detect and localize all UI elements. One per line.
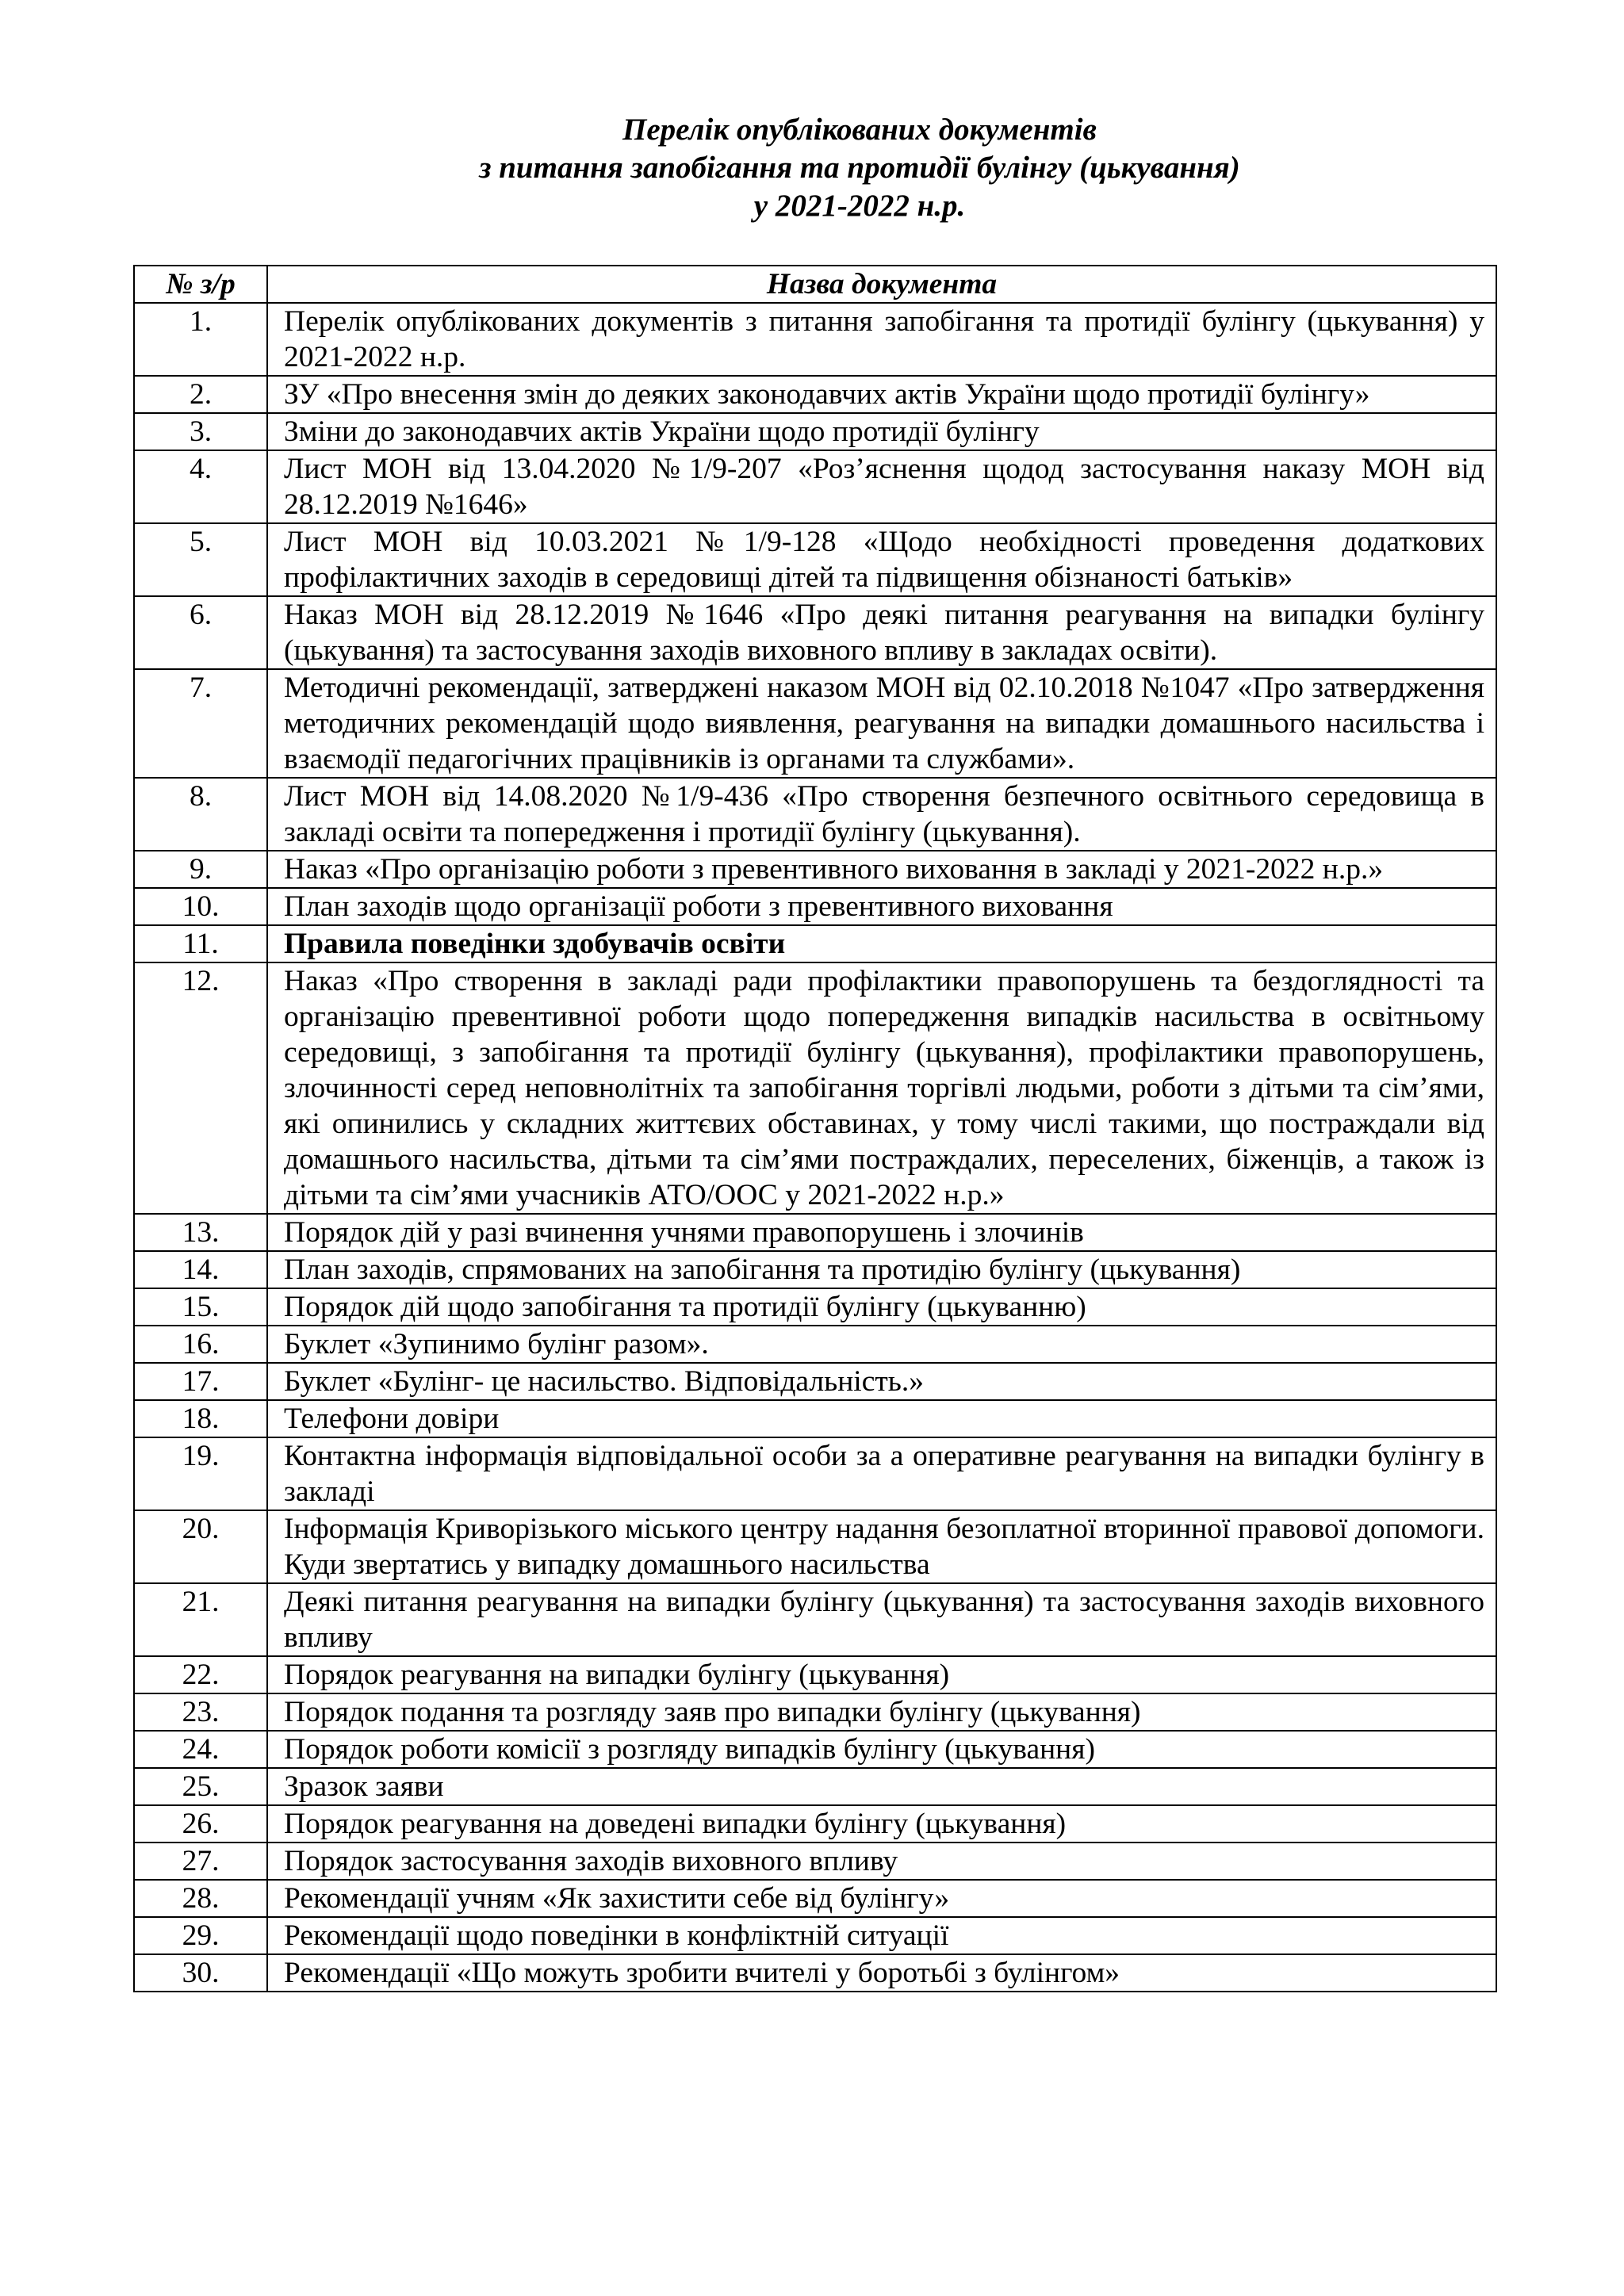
row-number: 10. <box>134 888 267 925</box>
row-title: Лист МОН від 10.03.2021 №1/9-128 «Щодо необхідності проведення додаткових профілактичних заходів в середовищі дітей та підвищення обізнаності батьків» <box>267 523 1496 596</box>
header-number: № з/р <box>134 266 267 303</box>
row-title: Наказ «Про організацію роботи з превентивного виховання в закладі у 2021-2022 н.р.» <box>267 851 1496 888</box>
row-number: 18. <box>134 1400 267 1437</box>
row-number: 19. <box>134 1437 267 1510</box>
heading-line-3: у 2021-2022 н.р. <box>753 189 966 223</box>
table-row <box>134 1768 1496 1805</box>
table-row <box>134 1880 1496 1917</box>
table-row <box>134 1400 1496 1437</box>
row-title: Рекомендації «Що можуть зробити вчителі у боротьбі з булінгом» <box>267 1954 1496 1992</box>
table-row <box>134 1437 1496 1510</box>
table-row <box>134 1805 1496 1843</box>
table-row <box>134 376 1496 413</box>
table-row <box>134 669 1496 778</box>
table-row <box>134 1843 1496 1880</box>
row-number: 27. <box>134 1843 267 1880</box>
row-number: 7. <box>134 669 267 778</box>
row-number: 6. <box>134 596 267 669</box>
row-title: Лист МОН від 13.04.2020 №1/9-207 «Роз’яснення щодод застосування наказу МОН від 28.12.2019 №1646» <box>267 450 1496 523</box>
table-row <box>134 1693 1496 1731</box>
row-title: Буклет «Булінг- це насильство. Відповідальність.» <box>267 1363 1496 1400</box>
table-row <box>134 888 1496 925</box>
table-row <box>134 778 1496 851</box>
table-row <box>134 303 1496 376</box>
table-row <box>134 450 1496 523</box>
row-number: 8. <box>134 778 267 851</box>
documents-table <box>133 265 1497 1992</box>
table-row <box>134 413 1496 450</box>
row-number: 3. <box>134 413 267 450</box>
row-title: План заходів щодо організації роботи з превентивного виховання <box>267 888 1496 925</box>
table-row <box>134 1363 1496 1400</box>
table-header-row <box>134 266 1496 303</box>
table-row <box>134 1214 1496 1251</box>
row-title: Правила поведінки здобувачів освіти <box>267 925 1496 962</box>
table-row <box>134 1583 1496 1656</box>
row-number: 16. <box>134 1326 267 1363</box>
table-row <box>134 1731 1496 1768</box>
row-number: 28. <box>134 1880 267 1917</box>
row-title: Зразок заяви <box>267 1768 1496 1805</box>
table-row <box>134 962 1496 1214</box>
row-title: Зміни до законодавчих актів України щодо протидії булінгу <box>267 413 1496 450</box>
row-number: 13. <box>134 1214 267 1251</box>
row-number: 20. <box>134 1510 267 1583</box>
row-number: 4. <box>134 450 267 523</box>
row-number: 14. <box>134 1251 267 1288</box>
row-title: Лист МОН від 14.08.2020 №1/9-436 «Про створення безпечного освітнього середовища в закладі освіти та попередження і протидії булінгу (цькування). <box>267 778 1496 851</box>
table-row <box>134 1251 1496 1288</box>
row-title: Порядок дій у разі вчинення учнями правопорушень і злочинів <box>267 1214 1496 1251</box>
table-row <box>134 1954 1496 1992</box>
row-title: Порядок застосування заходів виховного впливу <box>267 1843 1496 1880</box>
row-number: 15. <box>134 1288 267 1326</box>
header-title: Назва документа <box>267 266 1496 303</box>
row-number: 26. <box>134 1805 267 1843</box>
row-title: Порядок реагування на доведені випадки булінгу (цькування) <box>267 1805 1496 1843</box>
row-number: 30. <box>134 1954 267 1992</box>
row-title: Рекомендації щодо поведінки в конфліктній ситуації <box>267 1917 1496 1954</box>
row-title: Порядок реагування на випадки булінгу (цькування) <box>267 1656 1496 1693</box>
row-number: 2. <box>134 376 267 413</box>
row-number: 9. <box>134 851 267 888</box>
row-title: Контактна інформація відповідальної особи за а оперативне реагування на випадки булінгу в закладі <box>267 1437 1496 1510</box>
row-number: 22. <box>134 1656 267 1693</box>
table-row <box>134 523 1496 596</box>
row-title: Порядок подання та розгляду заяв про випадки булінгу (цькування) <box>267 1693 1496 1731</box>
row-title: Рекомендації учням «Як захистити себе від булінгу» <box>267 1880 1496 1917</box>
row-title: Буклет «Зупинимо булінг разом». <box>267 1326 1496 1363</box>
row-number: 23. <box>134 1693 267 1731</box>
row-number: 25. <box>134 1768 267 1805</box>
table-row <box>134 1326 1496 1363</box>
row-title: Наказ «Про створення в закладі ради профілактики правопорушень та бездоглядності та організацію превентивної роботи щодо попередження випадків насильства в освітньому середовищі, з запобігання та протидії булінгу (цькування), профілактики правопорушень, злочинності серед неповнолітніх та запобігання торгівлі людьми, роботи з дітьми та сім’ями, які опинились у складних життєвих обставинах, у тому числі такими, що постраждали від домашнього насильства, дітьми та сім’ями постраждалих, переселених, біженців, а також із дітьми та сім’ями учасників АТО/ООС у 2021-2022 н.р.» <box>267 962 1496 1214</box>
row-number: 21. <box>134 1583 267 1656</box>
row-title: Телефони довіри <box>267 1400 1496 1437</box>
row-title: Порядок роботи комісії з розгляду випадків булінгу (цькування) <box>267 1731 1496 1768</box>
table-row <box>134 1510 1496 1583</box>
heading-line-1: Перелік опублікованих документів <box>622 113 1097 147</box>
row-title: Методичні рекомендації, затверджені наказом МОН від 02.10.2018 №1047 «Про затвердження методичних рекомендацій щодо виявлення, реагування на випадки домашнього насильства і взаємодії педагогічних працівників із органами та службами». <box>267 669 1496 778</box>
row-title: Наказ МОН від 28.12.2019 №1646 «Про деякі питання реагування на випадки булінгу (цькування) та застосування заходів виховного впливу в закладах освіти). <box>267 596 1496 669</box>
row-title: Деякі питання реагування на випадки булінгу (цькування) та застосування заходів виховного впливу <box>267 1583 1496 1656</box>
row-number: 5. <box>134 523 267 596</box>
table-row <box>134 596 1496 669</box>
row-number: 24. <box>134 1731 267 1768</box>
document-heading <box>0 111 1624 225</box>
row-number: 29. <box>134 1917 267 1954</box>
table-row <box>134 851 1496 888</box>
table-row <box>134 925 1496 962</box>
table-row <box>134 1917 1496 1954</box>
table-row <box>134 1288 1496 1326</box>
row-title: ЗУ «Про внесення змін до деяких законодавчих актів України щодо протидії булінгу» <box>267 376 1496 413</box>
row-title: Інформація Криворізького міського центру надання безоплатної вторинної правової допомоги. Куди звертатись у випадку домашнього насильства <box>267 1510 1496 1583</box>
row-number: 12. <box>134 962 267 1214</box>
row-title: План заходів, спрямованих на запобігання та протидію булінгу (цькування) <box>267 1251 1496 1288</box>
row-number: 11. <box>134 925 267 962</box>
row-number: 1. <box>134 303 267 376</box>
row-title: Перелік опублікованих документів з питання запобігання та протидії булінгу (цькування) у 2021-2022 н.р. <box>267 303 1496 376</box>
row-number: 17. <box>134 1363 267 1400</box>
table-row <box>134 1656 1496 1693</box>
heading-line-2: з питання запобігання та протидії булінгу (цькування) <box>479 151 1240 185</box>
row-title: Порядок дій щодо запобігання та протидії булінгу (цькуванню) <box>267 1288 1496 1326</box>
